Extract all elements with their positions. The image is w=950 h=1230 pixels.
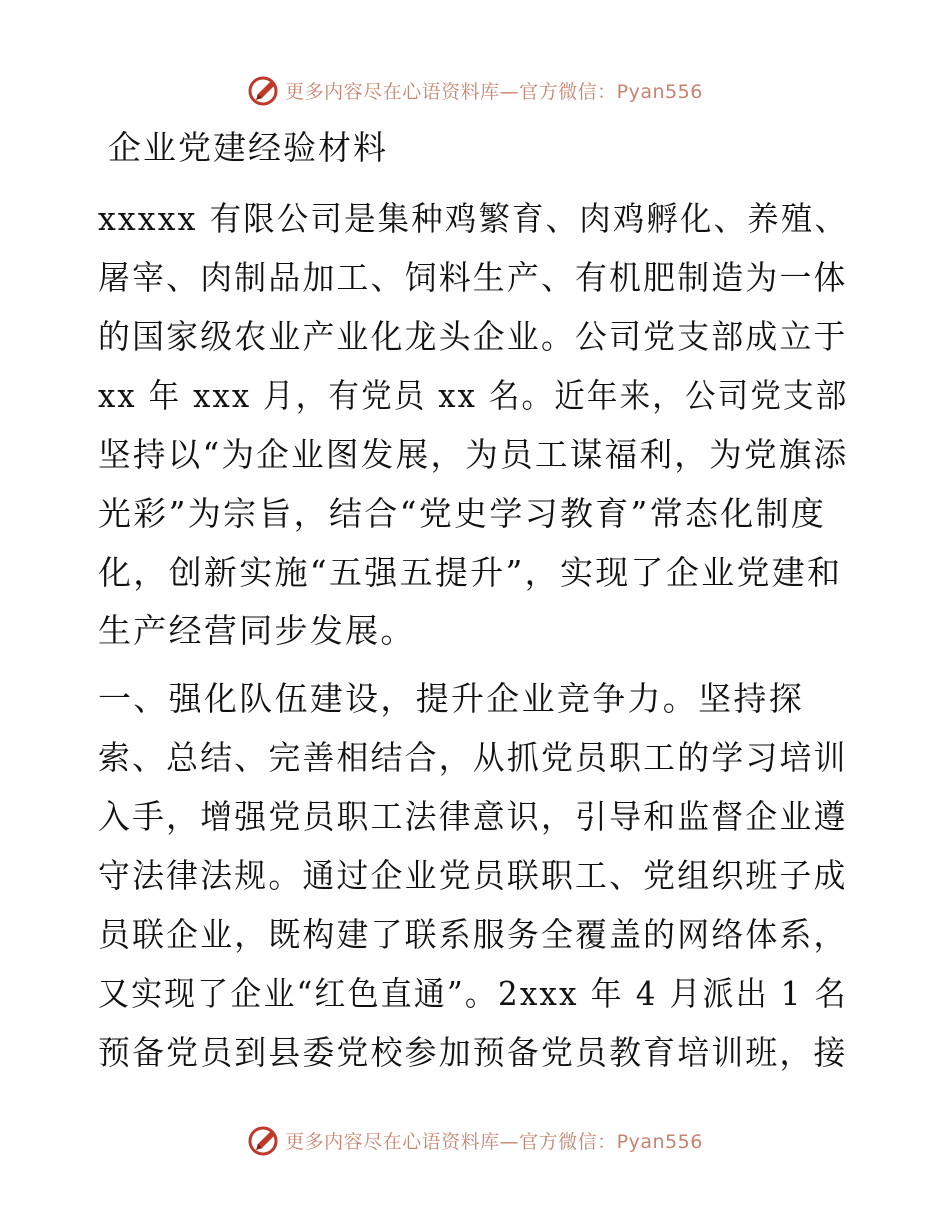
body-line: 员联企业，既构建了联系服务全覆盖的网络体系， — [98, 915, 848, 954]
pen-seal-icon — [247, 73, 281, 107]
body-line: 索、总结、完善相结合，从抓党员职工的学习培训 — [98, 738, 848, 777]
body-line: 又实现了企业“红色直通”。2xxx 年 4 月派出 1 名 — [98, 974, 848, 1013]
body-line: 化，创新实施“五强五提升”，实现了企业党建和 — [98, 553, 843, 592]
watermark-header — [0, 70, 950, 110]
pen-seal-icon — [247, 1123, 281, 1157]
body-line: xxxxx 有限公司是集种鸡繁育、肉鸡孵化、养殖、 — [98, 199, 849, 238]
body-line: 光彩”为宗旨，结合“党史学习教育”常态化制度 — [98, 494, 827, 533]
body-line: 一、强化队伍建设，提升企业竞争力。坚持探 — [98, 679, 804, 718]
watermark-text: 更多内容尽在心语资料库—官方微信：Pyan556 — [285, 80, 703, 103]
body-line: 坚持以“为企业图发展，为员工谋福利，为党旗添 — [98, 435, 849, 474]
watermark-footer — [0, 1120, 950, 1160]
body-line: 生产经营同步发展。 — [98, 611, 416, 650]
body-line: 屠宰、肉制品加工、饲料生产、有机肥制造为一体 — [98, 258, 848, 297]
document-title: 企业党建经验材料 — [108, 128, 388, 167]
body-line: xx 年 xxx 月，有党员 xx 名。近年来，公司党支部 — [98, 376, 849, 415]
body-line: 入手，增强党员职工法律意识，引导和监督企业遵 — [98, 797, 848, 836]
watermark-text: 更多内容尽在心语资料库—官方微信：Pyan556 — [285, 1130, 703, 1153]
body-line: 的国家级农业产业化龙头企业。公司党支部成立于 — [98, 317, 848, 356]
body-line: 守法律法规。通过企业党员联职工、党组织班子成 — [98, 856, 848, 895]
body-line: 预备党员到县委党校参加预备党员教育培训班，接 — [98, 1033, 848, 1072]
